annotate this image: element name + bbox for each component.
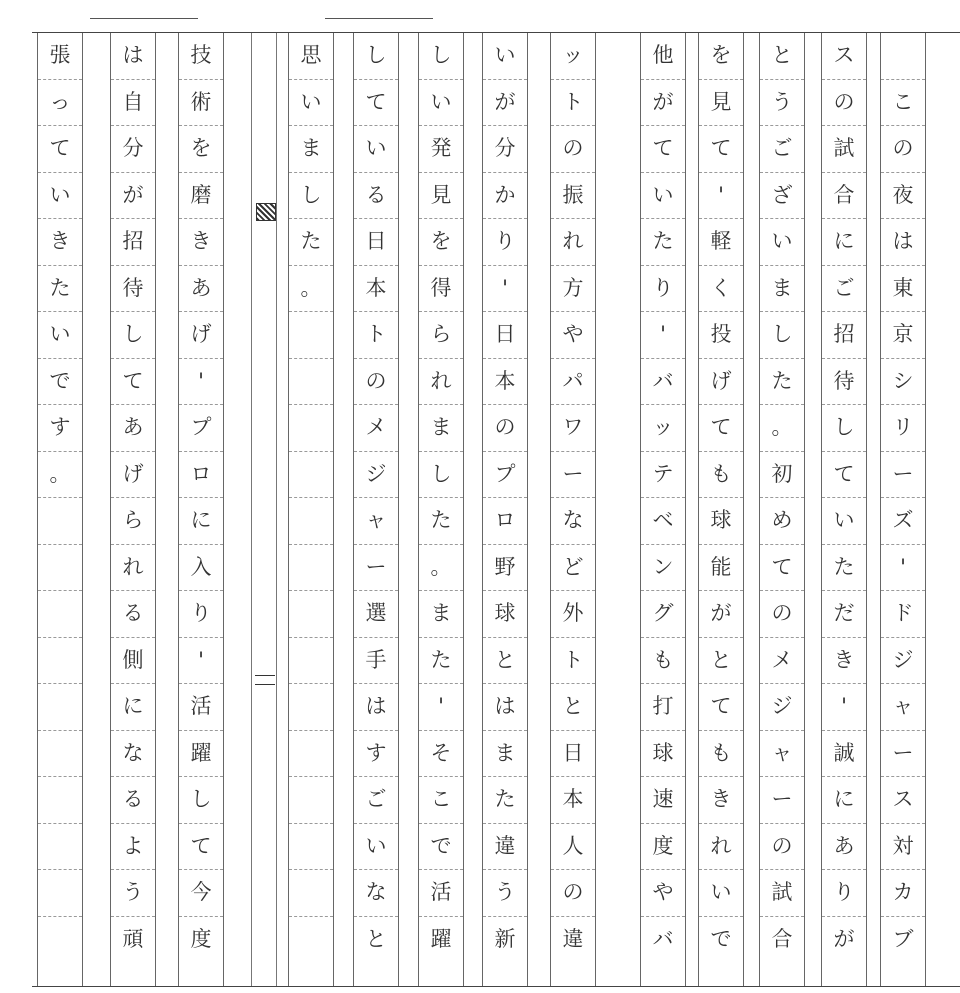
character-cell: こ	[881, 80, 925, 127]
character-cell: な	[354, 870, 398, 917]
character-cell: た	[289, 219, 333, 266]
character-cell	[38, 917, 82, 964]
character-cell: テ	[641, 452, 685, 499]
character-cell: だ	[822, 591, 866, 638]
character-cell: ざ	[760, 173, 804, 220]
character-cell: ズ	[881, 498, 925, 545]
character-cell: 招	[822, 312, 866, 359]
character-cell: う	[111, 870, 155, 917]
character-cell: げ	[111, 452, 155, 499]
character-cell: て	[354, 80, 398, 127]
manuscript-column	[550, 33, 596, 986]
character-cell	[289, 405, 333, 452]
character-cell: ー	[354, 545, 398, 592]
character-cell: 野	[483, 545, 527, 592]
character-cell: あ	[179, 266, 223, 313]
character-cell: す	[354, 731, 398, 778]
character-cell: '	[822, 684, 866, 731]
character-cell: ト	[551, 638, 595, 685]
character-cell: ら	[419, 312, 463, 359]
character-cell: ご	[760, 126, 804, 173]
character-cell: で	[38, 359, 82, 406]
character-cell: 側	[111, 638, 155, 685]
character-cell: ジ	[354, 452, 398, 499]
character-cell: '	[419, 684, 463, 731]
character-cell: は	[881, 219, 925, 266]
character-cell: ま	[760, 266, 804, 313]
character-cell: 合	[822, 173, 866, 220]
character-cell: し	[289, 173, 333, 220]
character-cell	[38, 824, 82, 871]
character-cell: め	[760, 498, 804, 545]
character-cell: き	[38, 219, 82, 266]
character-cell: で	[710, 927, 732, 952]
character-cell: い	[641, 173, 685, 220]
character-cell: を	[419, 219, 463, 266]
character-cell: ー	[551, 452, 595, 499]
character-cell: メ	[354, 405, 398, 452]
character-cell	[38, 498, 82, 545]
character-cell: い	[38, 312, 82, 359]
character-cell: い	[289, 80, 333, 127]
character-cell: や	[641, 870, 685, 917]
character-cell: は	[111, 33, 155, 80]
manuscript-column	[821, 33, 867, 986]
character-cell: り	[483, 219, 527, 266]
character-cell: 技	[179, 33, 223, 80]
character-cell: に	[822, 219, 866, 266]
character-cell: る	[111, 591, 155, 638]
character-cell	[38, 870, 82, 917]
character-cell: バ	[641, 359, 685, 406]
character-cell: ご	[354, 777, 398, 824]
character-cell: 合	[771, 927, 793, 952]
character-cell: て	[699, 126, 743, 173]
character-cell: 活	[179, 684, 223, 731]
character-cell: 本	[551, 777, 595, 824]
character-cell: し	[419, 452, 463, 499]
character-cell: ご	[822, 266, 866, 313]
character-cell: ャ	[760, 731, 804, 778]
manuscript-column	[37, 33, 83, 986]
character-cell: り	[822, 870, 866, 917]
manuscript-column	[482, 33, 528, 986]
character-cell: 違	[562, 927, 584, 952]
character-cell: メ	[760, 638, 804, 685]
character-cell: を	[179, 126, 223, 173]
character-cell: ワ	[551, 405, 595, 452]
character-cell: 度	[190, 927, 212, 952]
character-cell: '	[881, 545, 925, 592]
character-cell: す	[38, 405, 82, 452]
character-cell: ロ	[179, 452, 223, 499]
character-cell: プ	[179, 405, 223, 452]
character-cell: が	[641, 80, 685, 127]
character-cell: で	[419, 824, 463, 871]
character-cell: ス	[822, 33, 866, 80]
character-cell: 張	[38, 33, 82, 80]
character-cell: て	[699, 405, 743, 452]
character-cell	[289, 312, 333, 359]
character-cell: あ	[111, 405, 155, 452]
character-cell: ー	[881, 452, 925, 499]
manuscript-column	[288, 33, 334, 986]
clip-mark-icon	[256, 203, 276, 221]
character-cell: 見	[419, 173, 463, 220]
character-cell: ベ	[641, 498, 685, 545]
character-cell: っ	[38, 80, 82, 127]
character-cell: の	[551, 870, 595, 917]
character-cell: 夜	[881, 173, 925, 220]
character-cell: 日	[551, 731, 595, 778]
character-cell: た	[641, 219, 685, 266]
character-cell: ー	[760, 777, 804, 824]
character-cell	[38, 731, 82, 778]
character-cell: ロ	[483, 498, 527, 545]
character-cell: 躍	[430, 927, 452, 952]
character-cell: 分	[111, 126, 155, 173]
character-cell: 打	[641, 684, 685, 731]
character-cell: の	[354, 359, 398, 406]
character-cell	[289, 591, 333, 638]
character-cell: て	[38, 126, 82, 173]
character-cell: し	[760, 312, 804, 359]
manuscript-column	[698, 33, 744, 986]
character-cell: い	[760, 219, 804, 266]
character-cell: し	[822, 405, 866, 452]
manuscript-column	[880, 33, 926, 986]
character-cell: '	[641, 312, 685, 359]
character-cell: う	[483, 870, 527, 917]
character-cell: て	[822, 452, 866, 499]
character-cell: 人	[551, 824, 595, 871]
character-cell	[881, 33, 925, 80]
character-cell: も	[641, 638, 685, 685]
character-cell: プ	[483, 452, 527, 499]
character-cell: て	[641, 126, 685, 173]
character-cell: 球	[641, 731, 685, 778]
character-cell: い	[419, 80, 463, 127]
character-cell: ど	[551, 545, 595, 592]
character-cell: か	[483, 173, 527, 220]
character-cell: 振	[551, 173, 595, 220]
character-cell: う	[760, 80, 804, 127]
character-cell: ッ	[641, 405, 685, 452]
character-cell: し	[354, 33, 398, 80]
character-cell: た	[483, 777, 527, 824]
character-cell: 東	[881, 266, 925, 313]
character-cell: の	[822, 80, 866, 127]
character-cell: バ	[652, 927, 674, 952]
character-cell: よ	[111, 824, 155, 871]
character-cell: ト	[551, 80, 595, 127]
character-cell: な	[551, 498, 595, 545]
character-cell	[289, 359, 333, 406]
character-cell: ャ	[881, 684, 925, 731]
character-cell: に	[111, 684, 155, 731]
character-cell: 軽	[699, 219, 743, 266]
character-cell: 活	[419, 870, 463, 917]
character-cell	[289, 452, 333, 499]
character-cell: 招	[111, 219, 155, 266]
character-cell: て	[179, 824, 223, 871]
character-cell: し	[419, 33, 463, 80]
character-cell: し	[111, 312, 155, 359]
character-cell: 度	[641, 824, 685, 871]
character-cell: も	[699, 452, 743, 499]
character-cell: 本	[354, 266, 398, 313]
character-cell: 術	[179, 80, 223, 127]
fold-rule	[276, 33, 277, 986]
character-cell: と	[483, 638, 527, 685]
fold-rule	[251, 33, 252, 986]
character-cell: ス	[881, 777, 925, 824]
character-cell: ジ	[881, 638, 925, 685]
character-cell: の	[760, 591, 804, 638]
character-cell: こ	[419, 777, 463, 824]
character-cell: る	[111, 777, 155, 824]
character-cell	[289, 917, 333, 964]
character-cell	[38, 591, 82, 638]
character-cell: る	[354, 173, 398, 220]
character-cell	[38, 684, 82, 731]
character-cell: ま	[289, 126, 333, 173]
character-cell: を	[699, 33, 743, 80]
character-cell: い	[354, 824, 398, 871]
character-cell: て	[111, 359, 155, 406]
character-cell: 磨	[179, 173, 223, 220]
character-cell: の	[881, 126, 925, 173]
character-cell: 試	[822, 126, 866, 173]
character-cell: た	[822, 545, 866, 592]
character-cell: 自	[111, 80, 155, 127]
character-cell: ま	[419, 591, 463, 638]
character-cell: 待	[822, 359, 866, 406]
character-cell: グ	[641, 591, 685, 638]
character-cell: の	[483, 405, 527, 452]
character-cell: れ	[551, 219, 595, 266]
character-cell	[289, 870, 333, 917]
character-cell: ッ	[551, 33, 595, 80]
character-cell: い	[483, 33, 527, 80]
character-cell: 。	[760, 405, 804, 452]
character-cell: り	[641, 266, 685, 313]
character-cell	[289, 824, 333, 871]
character-cell: 方	[551, 266, 595, 313]
character-cell	[289, 731, 333, 778]
character-cell: 。	[419, 545, 463, 592]
character-cell: げ	[699, 359, 743, 406]
character-cell: ャ	[354, 498, 398, 545]
character-cell: '	[483, 266, 527, 313]
character-cell: ま	[483, 731, 527, 778]
character-cell	[38, 545, 82, 592]
character-cell: き	[699, 777, 743, 824]
character-cell: 得	[419, 266, 463, 313]
character-cell: ま	[419, 405, 463, 452]
character-cell: カ	[881, 870, 925, 917]
character-cell: た	[419, 498, 463, 545]
character-cell: 見	[699, 80, 743, 127]
character-cell: あ	[822, 824, 866, 871]
character-cell: 手	[354, 638, 398, 685]
character-cell: 試	[760, 870, 804, 917]
character-cell: 日	[483, 312, 527, 359]
character-cell: '	[179, 638, 223, 685]
character-cell	[289, 638, 333, 685]
character-cell: て	[760, 545, 804, 592]
character-cell: 待	[111, 266, 155, 313]
character-cell: 頑	[122, 927, 144, 952]
character-cell: そ	[419, 731, 463, 778]
character-cell: 思	[289, 33, 333, 80]
character-cell: リ	[881, 405, 925, 452]
character-cell: し	[179, 777, 223, 824]
character-cell	[289, 498, 333, 545]
character-cell: 躍	[179, 731, 223, 778]
character-cell: の	[760, 824, 804, 871]
character-cell: や	[551, 312, 595, 359]
character-cell: が	[699, 591, 743, 638]
character-cell: い	[38, 173, 82, 220]
character-cell: 入	[179, 545, 223, 592]
character-cell: ン	[641, 545, 685, 592]
manuscript-column	[759, 33, 805, 986]
character-cell: '	[179, 359, 223, 406]
character-cell: の	[551, 126, 595, 173]
character-cell: 発	[419, 126, 463, 173]
character-cell: 投	[699, 312, 743, 359]
manuscript-grid	[32, 32, 960, 987]
character-cell: ら	[111, 498, 155, 545]
character-cell: ド	[881, 591, 925, 638]
character-cell	[38, 777, 82, 824]
character-cell: 分	[483, 126, 527, 173]
character-cell: げ	[179, 312, 223, 359]
character-cell: 対	[881, 824, 925, 871]
character-cell: 今	[179, 870, 223, 917]
manuscript-column	[110, 33, 156, 986]
manuscript-column	[178, 33, 224, 986]
character-cell: シ	[881, 359, 925, 406]
manuscript-column	[353, 33, 399, 986]
character-cell: ブ	[892, 927, 914, 952]
character-cell	[38, 638, 82, 685]
manuscript-column	[640, 33, 686, 986]
header-rule-left	[90, 18, 198, 19]
character-cell: が	[111, 173, 155, 220]
character-cell: れ	[419, 359, 463, 406]
character-cell: 外	[551, 591, 595, 638]
character-cell: ー	[881, 731, 925, 778]
character-cell: い	[354, 126, 398, 173]
center-fold-band	[248, 33, 281, 986]
character-cell: 。	[38, 452, 82, 499]
character-cell: も	[699, 731, 743, 778]
character-cell: が	[833, 927, 855, 952]
character-cell: に	[822, 777, 866, 824]
character-cell: 。	[289, 266, 333, 313]
character-cell: な	[111, 731, 155, 778]
character-cell: は	[483, 684, 527, 731]
character-cell: ジ	[760, 684, 804, 731]
character-cell: に	[179, 498, 223, 545]
character-cell: 京	[881, 312, 925, 359]
character-cell: き	[822, 638, 866, 685]
character-cell: は	[354, 684, 398, 731]
character-cell	[289, 684, 333, 731]
character-cell: '	[699, 173, 743, 220]
header-rule-right	[325, 18, 433, 19]
manuscript-column	[418, 33, 464, 986]
character-cell: い	[822, 498, 866, 545]
character-cell: て	[699, 684, 743, 731]
character-cell: ト	[354, 312, 398, 359]
character-cell: き	[179, 219, 223, 266]
character-cell: り	[179, 591, 223, 638]
character-cell: た	[419, 638, 463, 685]
character-cell: 違	[483, 824, 527, 871]
character-cell: 能	[699, 545, 743, 592]
character-cell: た	[38, 266, 82, 313]
character-cell: 日	[354, 219, 398, 266]
character-cell	[289, 777, 333, 824]
character-cell: 誠	[822, 731, 866, 778]
character-cell: 他	[641, 33, 685, 80]
character-cell: パ	[551, 359, 595, 406]
character-cell: れ	[111, 545, 155, 592]
character-cell	[289, 545, 333, 592]
character-cell: 球	[483, 591, 527, 638]
fold-marker-icon	[255, 675, 275, 685]
character-cell: と	[760, 33, 804, 80]
character-cell: た	[760, 359, 804, 406]
character-cell: い	[699, 870, 743, 917]
character-cell: く	[699, 266, 743, 313]
character-cell: 選	[354, 591, 398, 638]
character-cell: 初	[760, 452, 804, 499]
character-cell: 新	[494, 927, 516, 952]
character-cell: と	[699, 638, 743, 685]
character-cell: れ	[699, 824, 743, 871]
character-cell: 本	[483, 359, 527, 406]
character-cell: と	[365, 927, 387, 952]
character-cell: 速	[641, 777, 685, 824]
character-cell: が	[483, 80, 527, 127]
character-cell: 球	[699, 498, 743, 545]
character-cell: と	[551, 684, 595, 731]
